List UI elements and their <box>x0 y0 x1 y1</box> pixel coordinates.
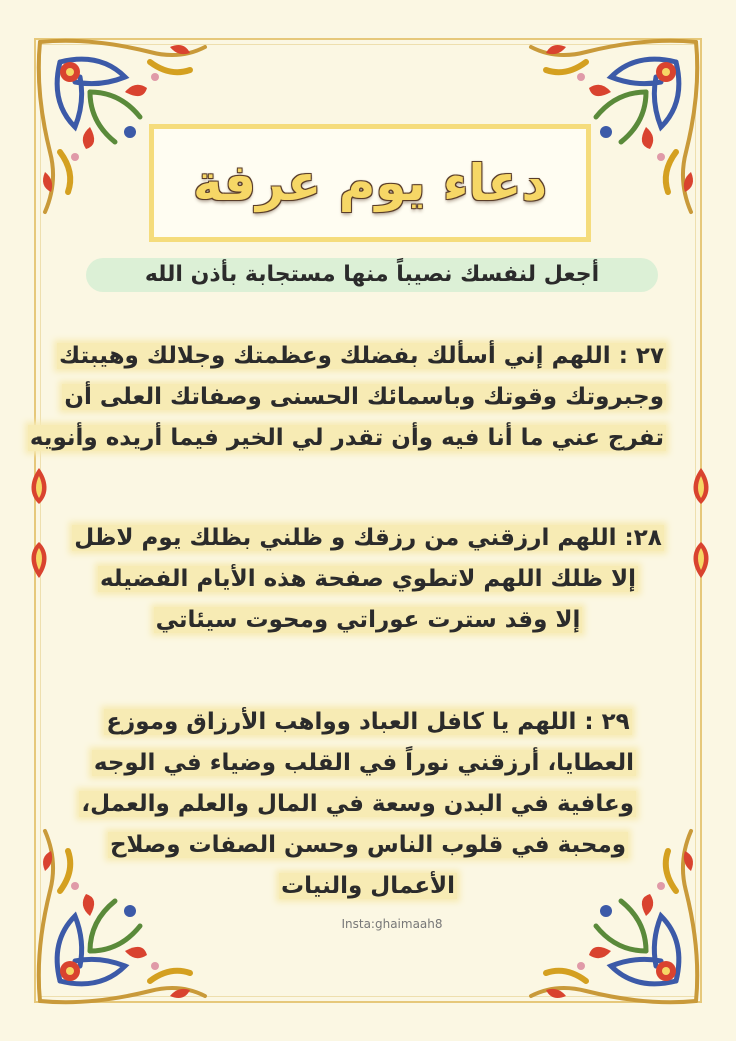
dua-line-text: العطايا، أرزقني نوراً في القلب وضياء في الوجه <box>93 750 634 776</box>
dua-block-29 <box>81 702 636 907</box>
dua-line <box>81 784 636 825</box>
dua-line <box>70 600 666 641</box>
page-title: دعاء يوم عرفة <box>192 154 548 212</box>
title-box <box>149 124 591 242</box>
instagram-credit: Insta:ghaimaah8 <box>341 917 443 931</box>
red-tulip-ornament-icon <box>26 466 52 506</box>
dua-line-text: ومحبة في قلوب الناس وحسن الصفات وصلاح <box>109 832 627 858</box>
dua-line-text: ٢٨: اللهم ارزقني من رزقك و ظلني بظلك يوم لاظل <box>74 525 662 551</box>
dua-line <box>93 743 636 784</box>
dua-line <box>70 559 666 600</box>
dua-line-text: وجبروتك وقوتك وباسمائك الحسنى وصفاتك العلى أن <box>64 384 664 410</box>
red-tulip-ornament-icon <box>688 540 714 580</box>
dua-line <box>29 418 666 459</box>
dua-block-27 <box>29 336 666 459</box>
dua-line-text: تفرج عني ما أنا فيه وأن تقدر لي الخير فيما أريده وأنويه <box>29 425 664 451</box>
red-tulip-ornament-icon <box>688 466 714 506</box>
dua-line-text: ٢٧ : اللهم إني أسألك بفضلك وعظمتك وجلالك وهيبتك <box>59 343 664 369</box>
dua-line <box>100 825 636 866</box>
dua-block-28 <box>70 518 666 641</box>
dua-line-text: وعافية في البدن وسعة في المال والعلم والعمل، <box>81 791 634 817</box>
dua-line <box>64 377 666 418</box>
dua-line-text: إلا وقد سترت عوراتي ومحوت سيئاتي <box>155 607 581 633</box>
dua-line <box>59 336 666 377</box>
dua-line-text: الأعمال والنيات <box>280 873 456 899</box>
dua-line <box>70 518 666 559</box>
red-tulip-ornament-icon <box>26 540 52 580</box>
dua-line-text: ٢٩ : اللهم يا كافل العباد وواهب الأرزاق وموزع <box>106 709 630 735</box>
dua-line-text: إلا ظلك اللهم لاتطوي صفحة هذه الأيام الفضيله <box>99 566 637 592</box>
subtitle: أجعل لنفسك نصيباً منها مستجابة بأذن الله <box>144 262 600 287</box>
dua-line <box>100 702 636 743</box>
dua-line <box>100 866 636 907</box>
